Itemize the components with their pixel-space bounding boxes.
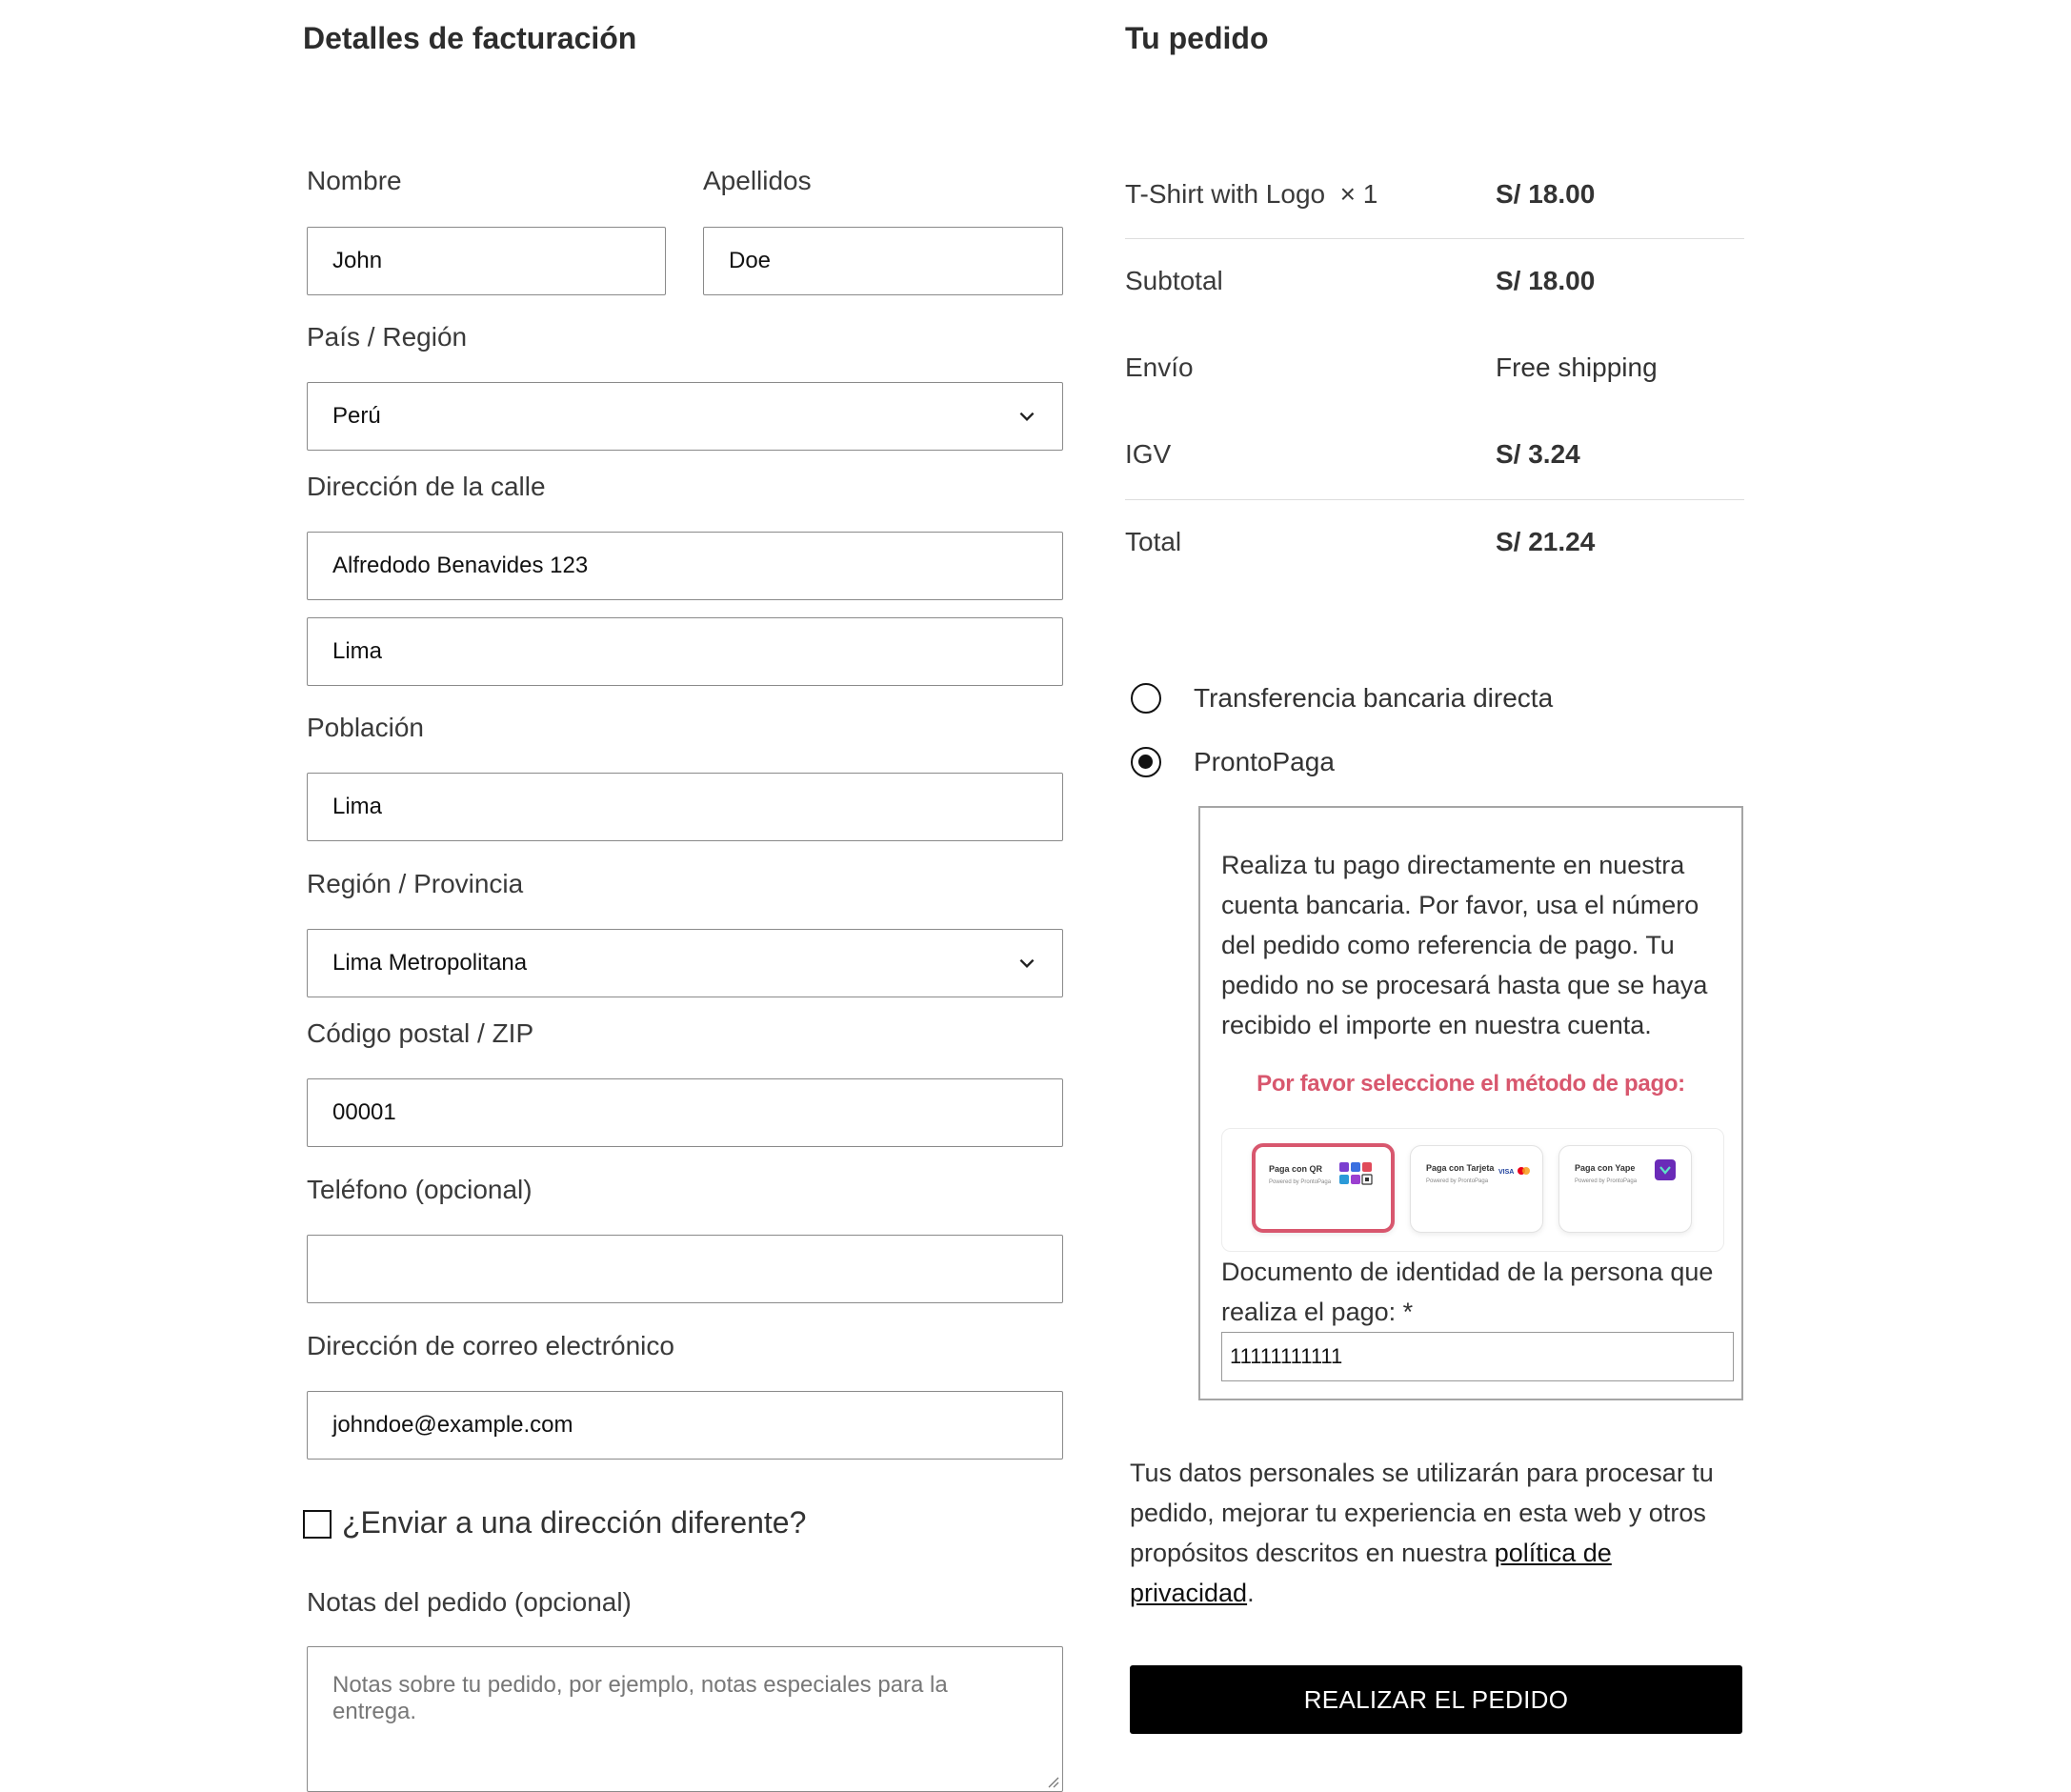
country-select[interactable] xyxy=(307,382,1063,451)
radio-prontopaga[interactable] xyxy=(1131,747,1161,777)
card-subtitle: Powered by ProntoPaga xyxy=(1426,1178,1489,1184)
tax-value: S/ 3.24 xyxy=(1496,439,1580,469)
region-select[interactable] xyxy=(307,929,1063,997)
email-input[interactable]: johndoe@example.com xyxy=(307,1391,1063,1460)
shipping-value: Free shipping xyxy=(1496,352,1658,382)
pay-with-yape-card[interactable] xyxy=(1558,1145,1692,1233)
payment-option-prontopaga[interactable]: ProntoPaga xyxy=(1194,747,1335,776)
chevron-down-icon xyxy=(1016,406,1037,427)
product-name: T-Shirt with Logo × 1 xyxy=(1125,179,1378,209)
phone-input[interactable] xyxy=(307,1235,1063,1303)
place-order-button[interactable]: REALIZAR EL PEDIDO xyxy=(1130,1665,1742,1734)
prontopaga-panel xyxy=(1198,806,1743,1400)
order-notes-placeholder: Notas sobre tu pedido, por ejemplo, notas especiales para la entrega. xyxy=(332,1672,948,1724)
shipping-label: Envío xyxy=(1125,352,1194,382)
postcode-label: Código postal / ZIP xyxy=(307,1018,534,1048)
radio-bank-transfer[interactable] xyxy=(1131,683,1161,714)
payment-description: Realiza tu pago directamente en nuestra cuenta bancaria. Por favor, usa el número del pedido como referencia de pago. Tu pedido no se procesará hasta que se haya recibido el importe en nuestra cuenta. xyxy=(1221,851,1708,1039)
yape-icon xyxy=(1655,1159,1676,1180)
ship-different-checkbox[interactable] xyxy=(303,1510,332,1539)
card-subtitle: Powered by ProntoPaga xyxy=(1575,1178,1638,1184)
street-address-2-input[interactable]: Lima xyxy=(307,617,1063,686)
order-notes-label: Notas del pedido (opcional) xyxy=(307,1587,632,1617)
city-label: Población xyxy=(307,713,424,742)
first-name-label: Nombre xyxy=(307,166,402,195)
street-label: Dirección de la calle xyxy=(307,472,546,501)
email-label: Dirección de correo electrónico xyxy=(307,1331,674,1360)
card-title: Paga con Yape xyxy=(1575,1163,1636,1173)
payment-option-bank-transfer[interactable]: Transferencia bancaria directa xyxy=(1194,683,1554,713)
total-label: Total xyxy=(1125,527,1182,556)
card-title: Paga con QR xyxy=(1269,1164,1323,1174)
qr-apps-icon xyxy=(1339,1162,1374,1187)
visa-mastercard-icon xyxy=(1498,1165,1531,1177)
country-label: País / Región xyxy=(307,322,468,352)
payment-method-title: Por favor seleccione el método de pago: xyxy=(1257,1071,1685,1097)
pay-with-card-card[interactable] xyxy=(1410,1145,1543,1233)
order-divider xyxy=(1125,499,1744,500)
order-divider xyxy=(1125,238,1744,239)
region-label: Región / Provincia xyxy=(307,869,524,898)
card-subtitle: Powered by ProntoPaga xyxy=(1269,1179,1332,1185)
product-quantity: × 1 xyxy=(1339,179,1378,209)
billing-heading: Detalles de facturación xyxy=(303,21,637,55)
document-id-label: Documento de identidad de la persona que realiza el pago: * xyxy=(1221,1258,1714,1326)
privacy-policy-link[interactable]: política de xyxy=(1494,1539,1612,1567)
privacy-text: Tus datos personales se utilizarán para procesar tu pedido, mejorar tu experiencia en esta web y otros propósitos descritos en nuestra xyxy=(1130,1459,1714,1567)
card-title: Paga con Tarjeta xyxy=(1426,1163,1495,1173)
chevron-down-icon xyxy=(1016,953,1037,974)
postcode-input[interactable]: 00001 xyxy=(307,1078,1063,1147)
region-value: Lima Metropolitana xyxy=(332,950,528,976)
subtotal-value: S/ 18.00 xyxy=(1496,266,1596,295)
city-input[interactable]: Lima xyxy=(307,773,1063,841)
privacy-policy-link-2[interactable]: privacidad xyxy=(1130,1579,1248,1607)
subtotal-label: Subtotal xyxy=(1125,266,1223,295)
resize-handle-icon[interactable] xyxy=(1046,1775,1059,1788)
last-name-label: Apellidos xyxy=(703,166,812,195)
svg-text:VISA: VISA xyxy=(1498,1169,1515,1176)
phone-label: Teléfono (opcional) xyxy=(307,1175,533,1204)
product-price: S/ 18.00 xyxy=(1496,179,1596,209)
pay-with-qr-card[interactable] xyxy=(1252,1143,1395,1233)
tax-label: IGV xyxy=(1125,439,1172,469)
privacy-notice xyxy=(1130,1453,1749,1613)
document-id-input[interactable]: 11111111111 xyxy=(1221,1332,1734,1381)
last-name-input[interactable]: Doe xyxy=(703,227,1063,295)
street-address-1-input[interactable]: Alfredodo Benavides 123 xyxy=(307,532,1063,600)
privacy-end: . xyxy=(1247,1579,1255,1607)
country-value: Perú xyxy=(332,403,381,429)
order-heading: Tu pedido xyxy=(1125,21,1269,55)
total-value: S/ 21.24 xyxy=(1496,527,1596,556)
order-notes-textarea[interactable] xyxy=(307,1646,1063,1792)
first-name-input[interactable]: John xyxy=(307,227,666,295)
ship-different-label[interactable]: ¿Enviar a una dirección diferente? xyxy=(342,1505,807,1540)
